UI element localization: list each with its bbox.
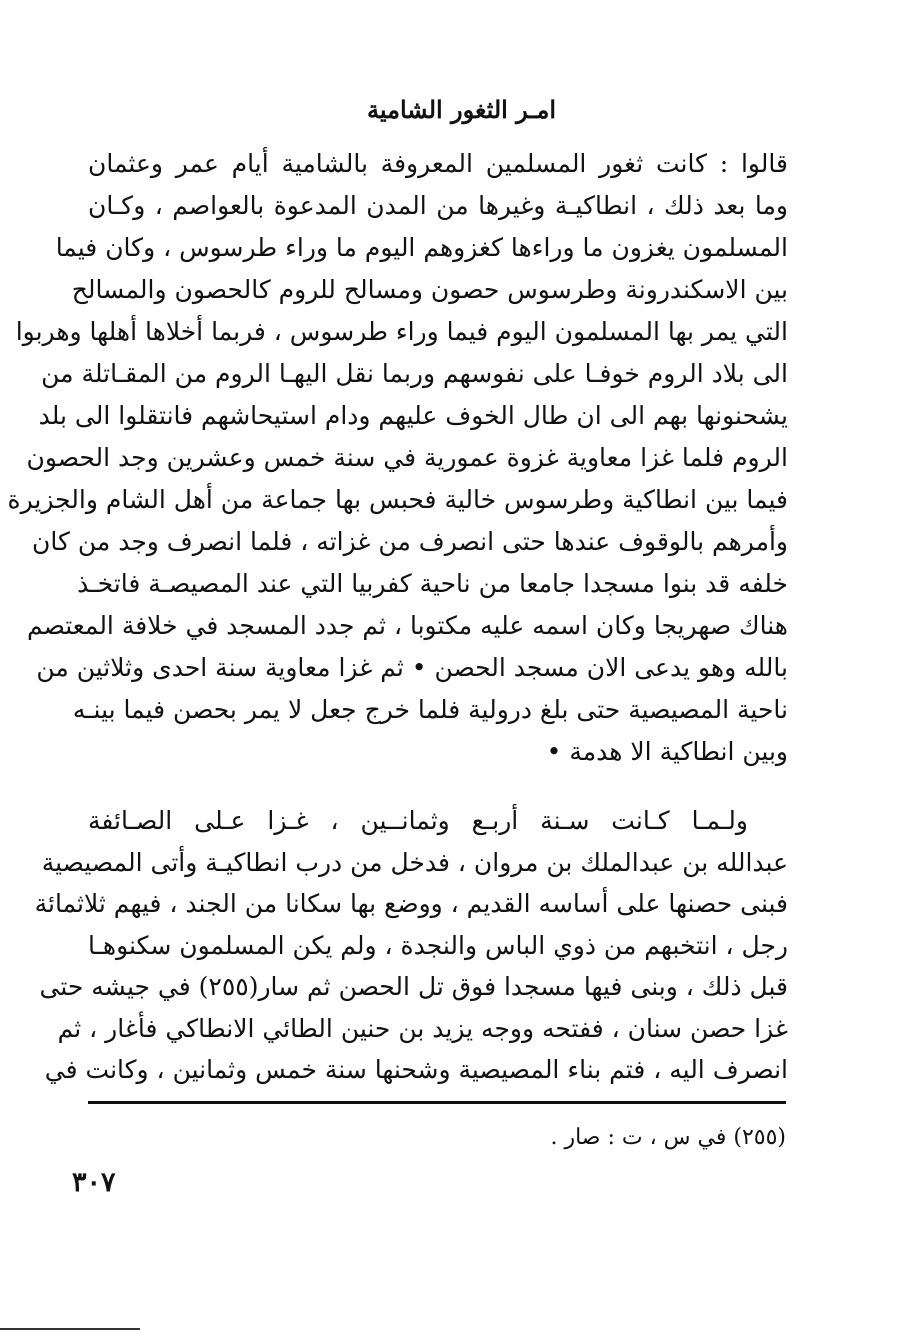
page-title: امـر الثغور الشامية xyxy=(367,95,556,124)
text-line: قبل ذلك ، وبنى فيها مسجدا فوق تل الحصن ثم سار(٢٥٥) في جيشه حتى xyxy=(39,972,788,1001)
text-line: خلفه قد بنوا مسجدا جامعا من ناحية كفربيا التي عند المصيصـة فاتخـذ xyxy=(77,569,788,598)
text-line: فبنى حصنها على أساسه القديم ، ووضع بها سكانا من الجند ، فيهم ثلاثمائة xyxy=(34,889,788,918)
text-line: بين الاسكندرونة وطرسوس حصون ومسالح للروم كالحصون والمسالح xyxy=(71,275,788,304)
text-line: يشحنونها بهم الى ان طال الخوف عليهم ودام استيحاشهم فانتقلوا الى بلد xyxy=(38,401,788,430)
page-number: ٣٠٧ xyxy=(72,1167,116,1198)
text-line: فيما بين انطاكية وطرسوس خالية فحبس بها جماعة من أهل الشام والجزيرة xyxy=(7,485,788,514)
text-line: الروم فلما غزا معاوية غزوة عمورية في سنة خمس وعشرين وجد الحصون xyxy=(26,443,788,472)
text-line: غزا حصن سنان ، ففتحه ووجه يزيد بن حنين الطائي الانطاكي فأغار ، ثم xyxy=(57,1013,788,1043)
text-line: المسلمون يغزون ما وراءها كغزوهم اليوم ما وراء طرسوس ، وكان فيما xyxy=(55,233,788,262)
text-line: رجل ، انتخبهم من ذوي الباس والنجدة ، ولم يكن المسلمون سكنوهـا xyxy=(87,930,788,960)
text-line: قالوا : كانت ثغور المسلمين المعروفة بالشامية أيام عمر وعثمان xyxy=(88,149,788,178)
text-line: الى بلاد الروم خوفـا على نفوسهم وربما نقل اليهـا الروم من المقـاتلة من xyxy=(41,359,788,388)
text-line: عبدالله بن عبدالملك بن مروان ، فدخل من درب انطاكيـة وأتى المصيصية xyxy=(41,847,788,877)
footnote-divider xyxy=(88,1101,786,1104)
text-line: انصرف اليه ، فتم بناء المصيصية وشحنها سنة خمس وثمانين ، وكانت في xyxy=(44,1055,788,1084)
text-line: ناحية المصيصية حتى بلغ درولية فلما خرج جعل لا يمر بحصن فيما بينـه xyxy=(72,695,788,724)
text-line: وبين انطاكية الا هدمة • xyxy=(546,737,788,766)
text-line: هناك صهريجا وكان اسمه عليه مكتوبا ، ثم جدد المسجد في خلافة المعتصم xyxy=(26,611,788,640)
footnote: (٢٥٥) في س ، ت : صار . xyxy=(550,1125,786,1150)
text-line: وما بعد ذلك ، انطاكيـة وغيرها من المدن المدعوة بالعواصم ، وكـان xyxy=(88,191,788,220)
text-line: ولـمـا كـانت سـنة أربـع وثمانــين ، غـزا عـلى الصـائفة xyxy=(88,806,748,835)
text-line: التي يمر بها المسلمون اليوم فيما وراء طرسوس ، فربما أخلاها أهلها وهربوا xyxy=(15,317,788,346)
text-line: بالله وهو يدعى الان مسجد الحصن • ثم غزا معاوية سنة احدى وثلاثين من xyxy=(36,653,788,682)
scan-edge-line xyxy=(0,1328,140,1330)
text-line: وأمرهم بالوقوف عندها حتى انصرف من غزاته ، فلما انصرف وجد من كان xyxy=(32,527,788,556)
